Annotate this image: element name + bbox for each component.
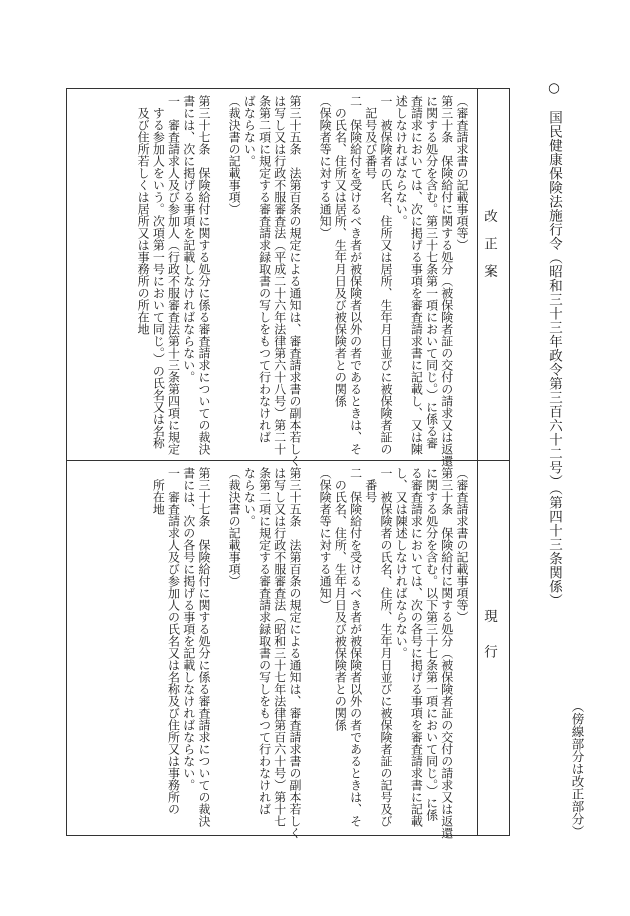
underline-note: （傍線部分は改正部分）: [570, 700, 585, 838]
revised-item-30-1: 一 被保険者の氏名、住所又は居所、生年月日並びに被保険者証の 記号及び番号: [363, 95, 393, 455]
revised-article-30: 第三十条 保険給付に関する処分（被保険者証の交付の請求又は返還 に関する処分を含む。第三十七条第一項において同じ。）に係る審 査請求においては、次に掲げる事項を審査請求書に記載し、又は陳 述しなければならない。: [394, 95, 454, 467]
document-title: ○ 国民健康保険法施行令（昭和三十三年政令第三百六十二号）（第四十三条関係）: [546, 80, 562, 608]
revised-article-35: 第三十五条 法第百条の規定による通知は、審査請求書の副本若しく は写し又は行政不服審査法（平成二十六年法律第六十八号）第二十 条第二項に規定する審査請求録取書の写しをもつて行わなければ ばならない。: [242, 95, 302, 467]
revised-item-30-2: 二 保険給付を受けるべき者が被保険者以外の者であるときは、そ の氏名、住所又は居所、生年月日及び被保険者との関係: [333, 95, 363, 455]
current-article-37: 第三十七条 保険給付に関する処分に係る審査請求についての裁決 書には、次の各号に掲げる事項を記載しなければならない。: [181, 467, 211, 827]
revised-item-37-1: 一 審査請求人及び参加人（行政不服審査法第十三条第四項に規定 する参加人をいう。次項第一号において同じ。）の氏名又は名称 及び住所若しくは居所又は事務所の所在地: [136, 95, 181, 455]
current-item-30-2: 二 保険給付を受けるべき者が被保険者以外の者であるときは、そ の氏名、住所、生年月日及び被保険者との関係: [333, 467, 363, 827]
comparison-table: [66, 88, 510, 839]
current-article-30: 第三十条 保険給付に関する処分（被保険者証の交付の請求又は返還 に関する処分を含む。以下第三十七条第一項において同じ。）に係 る審査請求においては、次の各号に掲げる事項を審査請求書に記載 し、又は陳述しなければならない。: [394, 467, 454, 839]
revised-heading-37: （裁決書の記載事項）: [227, 95, 242, 215]
current-heading-37: （裁決書の記載事項）: [227, 467, 242, 587]
current-item-30-1: 一 被保険者の氏名、住所、生年月日並びに被保険者証の記号及び 番号: [363, 467, 393, 827]
header-current: 現行: [481, 609, 497, 680]
current-heading-30: （審査請求書の記載事項等）: [455, 467, 469, 623]
current-heading-35: （保険者等に対する通知）: [318, 467, 333, 611]
revised-heading-35: （保険者等に対する通知）: [318, 95, 333, 239]
header-divider: [477, 89, 478, 835]
current-item-37-1: 一 審査請求人及び参加人の氏名又は名称及び住所又は事務所の 所在地: [151, 467, 181, 815]
revised-column: [67, 93, 477, 467]
revised-article-37: 第三十七条 保険給付に関する処分に係る審査請求についての裁決 書には、次に掲げる事項を記載しなければならない。: [181, 95, 211, 455]
current-column: [67, 465, 477, 839]
revised-heading-30: （審査請求書の記載事項等）: [455, 95, 469, 251]
current-article-35: 第三十五条 法第百条の規定による通知は、審査請求書の副本若しく は写し又は行政不服審査法（昭和三十七年法律第百六十号）第十七 条第二項に規定する審査請求録取書の写しをもつて行わなければ ならない。: [242, 467, 302, 839]
header-revised: 改正案: [481, 209, 497, 292]
